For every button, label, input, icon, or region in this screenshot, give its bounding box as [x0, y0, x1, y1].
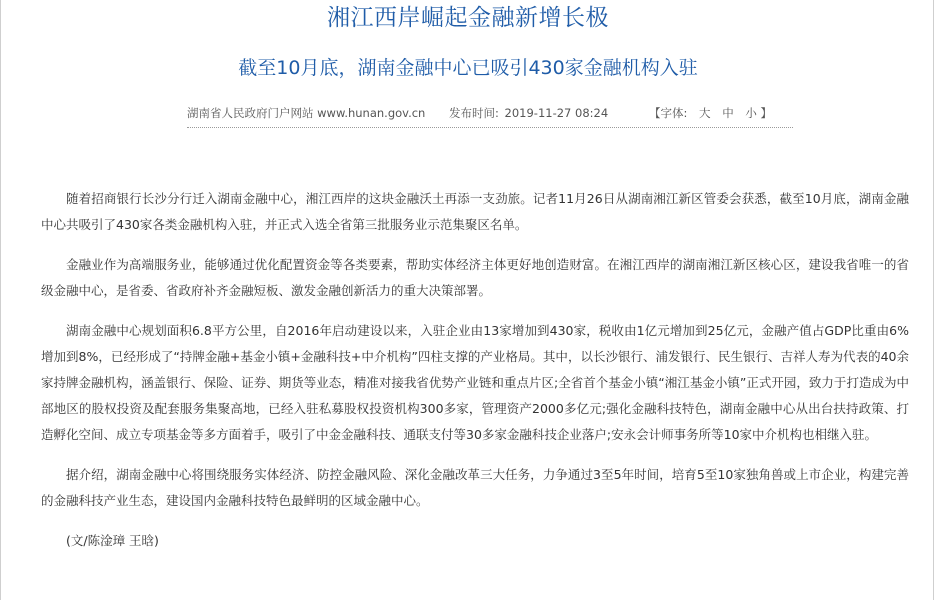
publish-info: [449, 104, 608, 122]
body-paragraph: 随着招商银行长沙分行迁入湖南金融中心，湘江西岸的这块金融沃土再添一支劲旅。记者11月26日从湖南湘江新区管委会获悉，截至10月底，湖南金融中心共吸引了430家各类金融机构入驻，并正式入选全省第三批服务业示范集聚区名单。: [41, 191, 909, 232]
meta-divider: [187, 127, 793, 128]
article-author: (文/陈淦璋 王晗): [66, 533, 159, 548]
article-title: 湘江西岸崛起金融新增长极: [327, 5, 609, 31]
article-source: 湖南省人民政府门户网站 www.hunan.gov.cn: [187, 106, 426, 120]
article-body: [41, 186, 909, 568]
font-size-bracket-close: 】: [760, 106, 772, 120]
body-paragraph: 据介绍，湖南金融中心将围绕服务实体经济、防控金融风险、深化金融改革三大任务，力争通过3至5年时间，培育5至10家独角兽或上市企业，构建完善的金融科技产业生态，建设国内金融科技特色最鲜明的区域金融中心。: [41, 467, 909, 508]
font-size-small-link[interactable]: 小: [745, 106, 757, 120]
font-size-selector: [649, 104, 772, 122]
font-size-large-link[interactable]: 大: [699, 106, 711, 120]
publish-time-label: 发布时间:: [449, 106, 499, 120]
body-paragraph: 湖南金融中心规划面积6.8平方公里，自2016年启动建设以来，入驻企业由13家增加到430家，税收由1亿元增加到25亿元，金融产值占GDP比重由6%增加到8%，已经形成了“持牌金融+基金小镇+金融科技+中介机构”四柱支撑的产业格局。其中，以长沙银行、浦发银行、民生银行、吉祥人寿为代表的40余家持牌金融机构，涵盖银行、保险、证券、期货等业态，精准对接我省优势产业链和重点片区;全省首个基金小镇“湘江基金小镇”正式开园，致力于打造成为中部地区的股权投资及配套服务集聚高地，已经入驻私募股权投资机构300多家，管理资产2000多亿元;强化金融科技特色，湖南金融中心从出台扶持政策、打造孵化空间、成立专项基金等多方面着手，吸引了中金金融科技、通联支付等30多家金融科技企业落户;安永会计师事务所等10家中介机构也相继入驻。: [41, 323, 909, 442]
font-size-medium-link[interactable]: 中: [722, 106, 734, 120]
body-paragraph: 金融业作为高端服务业，能够通过优化配置资金等各类要素，帮助实体经济主体更好地创造财富。在湘江西岸的湖南湘江新区核心区，建设我省唯一的省级金融中心，是省委、省政府补齐金融短板、激发金融创新活力的重大决策部署。: [41, 257, 909, 298]
publish-time: 2019-11-27 08:24: [504, 106, 609, 120]
font-size-label: 【字体:: [649, 106, 688, 120]
article-subtitle: 截至10月底，湖南金融中心已吸引430家金融机构入驻: [238, 57, 698, 79]
